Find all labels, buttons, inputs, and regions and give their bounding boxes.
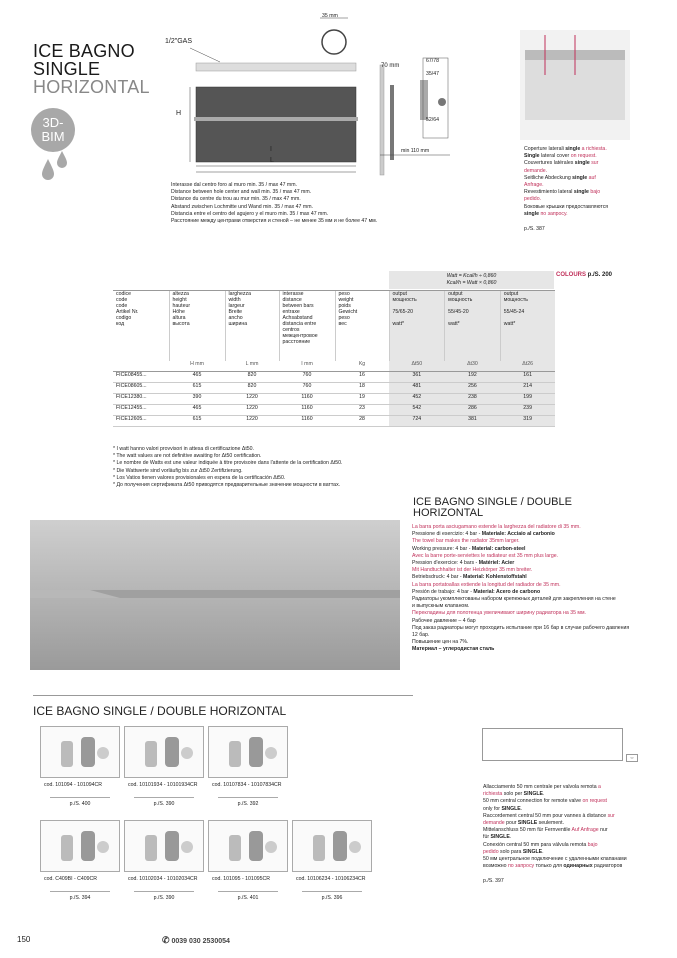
connection-icon: ⇔ — [626, 754, 638, 762]
colours-ref[interactable]: COLOURS p./S. 200 — [556, 272, 613, 278]
technical-drawing — [160, 10, 460, 185]
note-de: Abstand zwischen Lochmitte und Wand min. 35 / max 47 mm. — [171, 203, 313, 210]
product-ref[interactable]: p./S. 392 — [218, 797, 278, 807]
phone-number[interactable]: ✆ 0039 030 2530054 — [162, 935, 230, 945]
product-ref[interactable]: p./S. 390 — [134, 797, 194, 807]
dim-gas: 1/2"GAS — [165, 38, 192, 45]
product-image[interactable] — [124, 820, 204, 872]
header-width: larghezza width largeur Breite ancho ширина — [225, 291, 279, 361]
header-output-2: output мощность 55/45-20 watt* — [445, 291, 501, 361]
product-image[interactable] — [208, 820, 288, 872]
footnotes: * I watt hanno valori provvisori in attesa di certificazione Δt50. * The watt values are not definitive awaiting for Δt50 certification. * Le nombre de Watts est une valeur indiquée à titre provisoire dans l'attente de la certification Δt50. * Die Wattwerte sind vorläufig bis zur Δt50 Zertifizierung. * Los Vatios tienen valores provisionales en espera de la certificación Δt50. * До получения сертификата Δt50 приводятся предварительные значение мощности в ваттах. — [113, 446, 343, 489]
header-output-1: output мощность 75/65-20 watt* — [389, 291, 445, 361]
towel-line: Радиаторы укомплектованы набором крепежных деталей для закрепления на стене — [412, 596, 616, 603]
dim-70mm: 70 mm — [381, 63, 400, 69]
interasse-notes — [171, 182, 431, 225]
bim-badge[interactable] — [31, 108, 75, 152]
table-header — [113, 291, 555, 361]
radiator-photo — [30, 520, 400, 675]
bim-line1: 3D- — [42, 115, 64, 130]
product-ref[interactable]: p./S. 396 — [302, 891, 362, 901]
product-ref[interactable]: p./S. 390 — [134, 891, 194, 901]
dim-L: L — [270, 157, 274, 164]
towel-line: Avec la barre porte-serviettes le radiateur est 35 mm plus large. — [412, 552, 559, 559]
towel-section-title: ICE BAGNO SINGLE / DOUBLE HORIZONTAL — [413, 496, 572, 519]
towel-line: Под заказ радиаторы могут проходить испытание при 16 бар в случае рабочего давления — [412, 624, 630, 631]
note-en: Distance between hole center and wall min. 35 / max 47 mm. — [171, 189, 312, 196]
title-line3: HORIZONTAL — [33, 77, 150, 97]
product-image[interactable] — [124, 726, 204, 778]
product-image[interactable] — [40, 820, 120, 872]
product-code: cod. 10101934 - 10101934CR — [128, 782, 198, 788]
connection-image-box — [482, 728, 623, 761]
header-height: altezza height hauteur Höhe altura высота — [169, 291, 225, 361]
product-code: cod. 10102034 - 10102034CR — [128, 876, 198, 882]
product-image[interactable] — [292, 820, 372, 872]
towel-line: Pression d'exercice: 4 bars - Matériel: Acier — [412, 560, 515, 567]
connection-line: richiesta solo per SINGLE. — [483, 791, 545, 798]
towel-line: Перекладины для полотенца увеличивают ширину радиатора на 35 мм. — [412, 610, 586, 617]
connection-text — [483, 784, 643, 886]
cover-text: Coperture laterali single a richiesta. Single lateral cover on request. Couvertures latérales single sur demande. Seitliche Abdeckung single auf Anfrage. Revestimiento lateral single bajo pedido. Боковые крышки предоставляются single по запросу. p./S. 387 — [524, 146, 624, 233]
connection-line: 50 мм центральное подключение с удаленными клапанами — [483, 856, 627, 863]
towel-line: Рабочее давление – 4 бар — [412, 617, 476, 624]
connection-line: für SINGLE. — [483, 834, 512, 841]
spec-table — [113, 290, 555, 427]
connection-line: возможно по запросу только для одинарных радиаторов — [483, 863, 623, 870]
connection-line: Conexión central 50 mm para válvula remota bajo — [483, 841, 598, 848]
note-fr: Distance du centre du trou au mur min. 35 / max 47 mm. — [171, 196, 301, 203]
table-row: FICE08605... 615 820 760 18 481 256 214 — [113, 383, 555, 394]
towel-line: La barra portatoallas extiende la longitud del radiador de 35 mm. — [412, 581, 561, 588]
header-output-3: output мощность 55/45-24 watt* — [500, 291, 555, 361]
header-distance: interasse distance between bars entraxe Achsabstand distancia entre centros межцентровое расстояние — [279, 291, 335, 361]
towel-line: Presión de trabajo: 4 bar - Material: Acero de carbono — [412, 588, 541, 595]
product-code: cod. 101095 - 101095CR — [212, 876, 270, 882]
divider — [33, 695, 413, 696]
product-title — [33, 42, 150, 96]
connection-line: Allacciamento 50 mm centrale per valvola remota a — [483, 784, 601, 790]
table-units: H mm L mm I mm Kg Δt50 Δt30 Δt26 — [113, 361, 555, 372]
connection-ref[interactable]: p./S. 397 — [483, 878, 504, 885]
title-line2: SINGLE — [33, 59, 101, 79]
connection-line: only for SINGLE. — [483, 805, 523, 812]
table-row: FICE12605... 615 1220 1160 28 724 381 319 — [113, 416, 555, 427]
product-code: cod. 10107834 - 10107834CR — [212, 782, 282, 788]
table-row: FICE08455... 465 820 760 16 361 192 161 — [113, 372, 555, 383]
towel-description — [412, 524, 640, 654]
connection-line: 50 mm central connection for remote valve on request — [483, 798, 607, 805]
product-ref[interactable]: p./S. 394 — [50, 891, 110, 901]
product-code: cod. C409BI - C409CR — [44, 876, 98, 882]
connection-line: demande pour SINGLE seulement. — [483, 820, 565, 827]
table-row: FICE12455... 465 1220 1160 23 542 286 239 — [113, 405, 555, 416]
page-number: 150 — [17, 935, 31, 944]
note-es: Distancia entre el centro del agujero y el muro min. 35 / max 47 mm. — [171, 210, 329, 217]
bim-line2: BIM — [41, 129, 65, 144]
dim-min110: min 110 mm — [401, 148, 430, 154]
towel-line: The towel bar makes the radiator 35mm larger. — [412, 538, 520, 545]
connection-line: Mittelanschluss 50 mm für Fernventile Auf Anfrage nur — [483, 827, 608, 834]
dim-35mm: 35 mm — [322, 13, 338, 19]
title-line1: ICE BAGNO — [33, 41, 135, 61]
connection-line: pedido solo para SINGLE. — [483, 848, 544, 855]
note-it: Interasse dal centro foro al muro min. 35 / max 47 mm. — [171, 182, 297, 188]
towel-line: и выпускным клапаном. — [412, 603, 470, 610]
dim-6778: 67/78 — [426, 58, 439, 64]
cover-ref[interactable]: p./S. 387 — [524, 226, 545, 233]
dim-H: H — [176, 110, 182, 117]
towel-line: La barra porta asciugamano estende la larghezza del radiatore di 35 mm. — [412, 524, 581, 530]
side-cover-image — [520, 30, 630, 140]
product-code: cod. 101094 - 101094CR — [44, 782, 102, 788]
towel-line: 12 бар. — [412, 632, 430, 639]
towel-line: Материал – углеродистая сталь — [412, 646, 495, 653]
table-row: FICE12380... 390 1220 1160 19 452 238 199 — [113, 394, 555, 405]
valves-section-title: ICE BAGNO SINGLE / DOUBLE HORIZONTAL — [33, 704, 287, 718]
dim-5264: 52/64 — [426, 117, 439, 123]
product-ref[interactable]: p./S. 401 — [218, 891, 278, 901]
product-image[interactable] — [40, 726, 120, 778]
towel-line: Betriebsdruck: 4 bar - Material: Kohlenstoffstahl — [412, 574, 527, 581]
connection-line: Raccordement central 50 mm pour vannes à distance sur — [483, 812, 615, 819]
product-ref[interactable]: p./S. 400 — [50, 797, 110, 807]
phone-icon: ✆ — [162, 935, 170, 945]
header-weight: peso weight poids Gewicht peso вес — [335, 291, 389, 361]
towel-line: Повышение цен на 7%. — [412, 639, 469, 646]
towel-line: Pressione di esercizio: 4 bar - Materiale: Acciaio al carbonio — [412, 531, 555, 538]
product-code: cod. 10106234 - 10106234CR — [296, 876, 366, 882]
header-code: codice code code Artikel Nr. codigo код — [113, 291, 169, 361]
dim-3547: 35/47 — [426, 71, 439, 77]
towel-line: Working pressure: 4 bar - Material: carbon-steel — [412, 545, 526, 552]
watt-formula: Watt = Kcal/h ÷ 0,860 Kcal/h = Watt × 0,860 — [389, 271, 554, 289]
note-ru: Расстояние между центрами отверстия и стеной – не менее 35 мм и не более 47 мм. — [171, 218, 378, 225]
water-drops-icon — [40, 151, 70, 183]
towel-line: Mit Handtuchhalter ist der Heizkörper 35 mm breiter. — [412, 567, 533, 574]
dim-I: I — [270, 146, 272, 153]
product-image[interactable] — [208, 726, 288, 778]
